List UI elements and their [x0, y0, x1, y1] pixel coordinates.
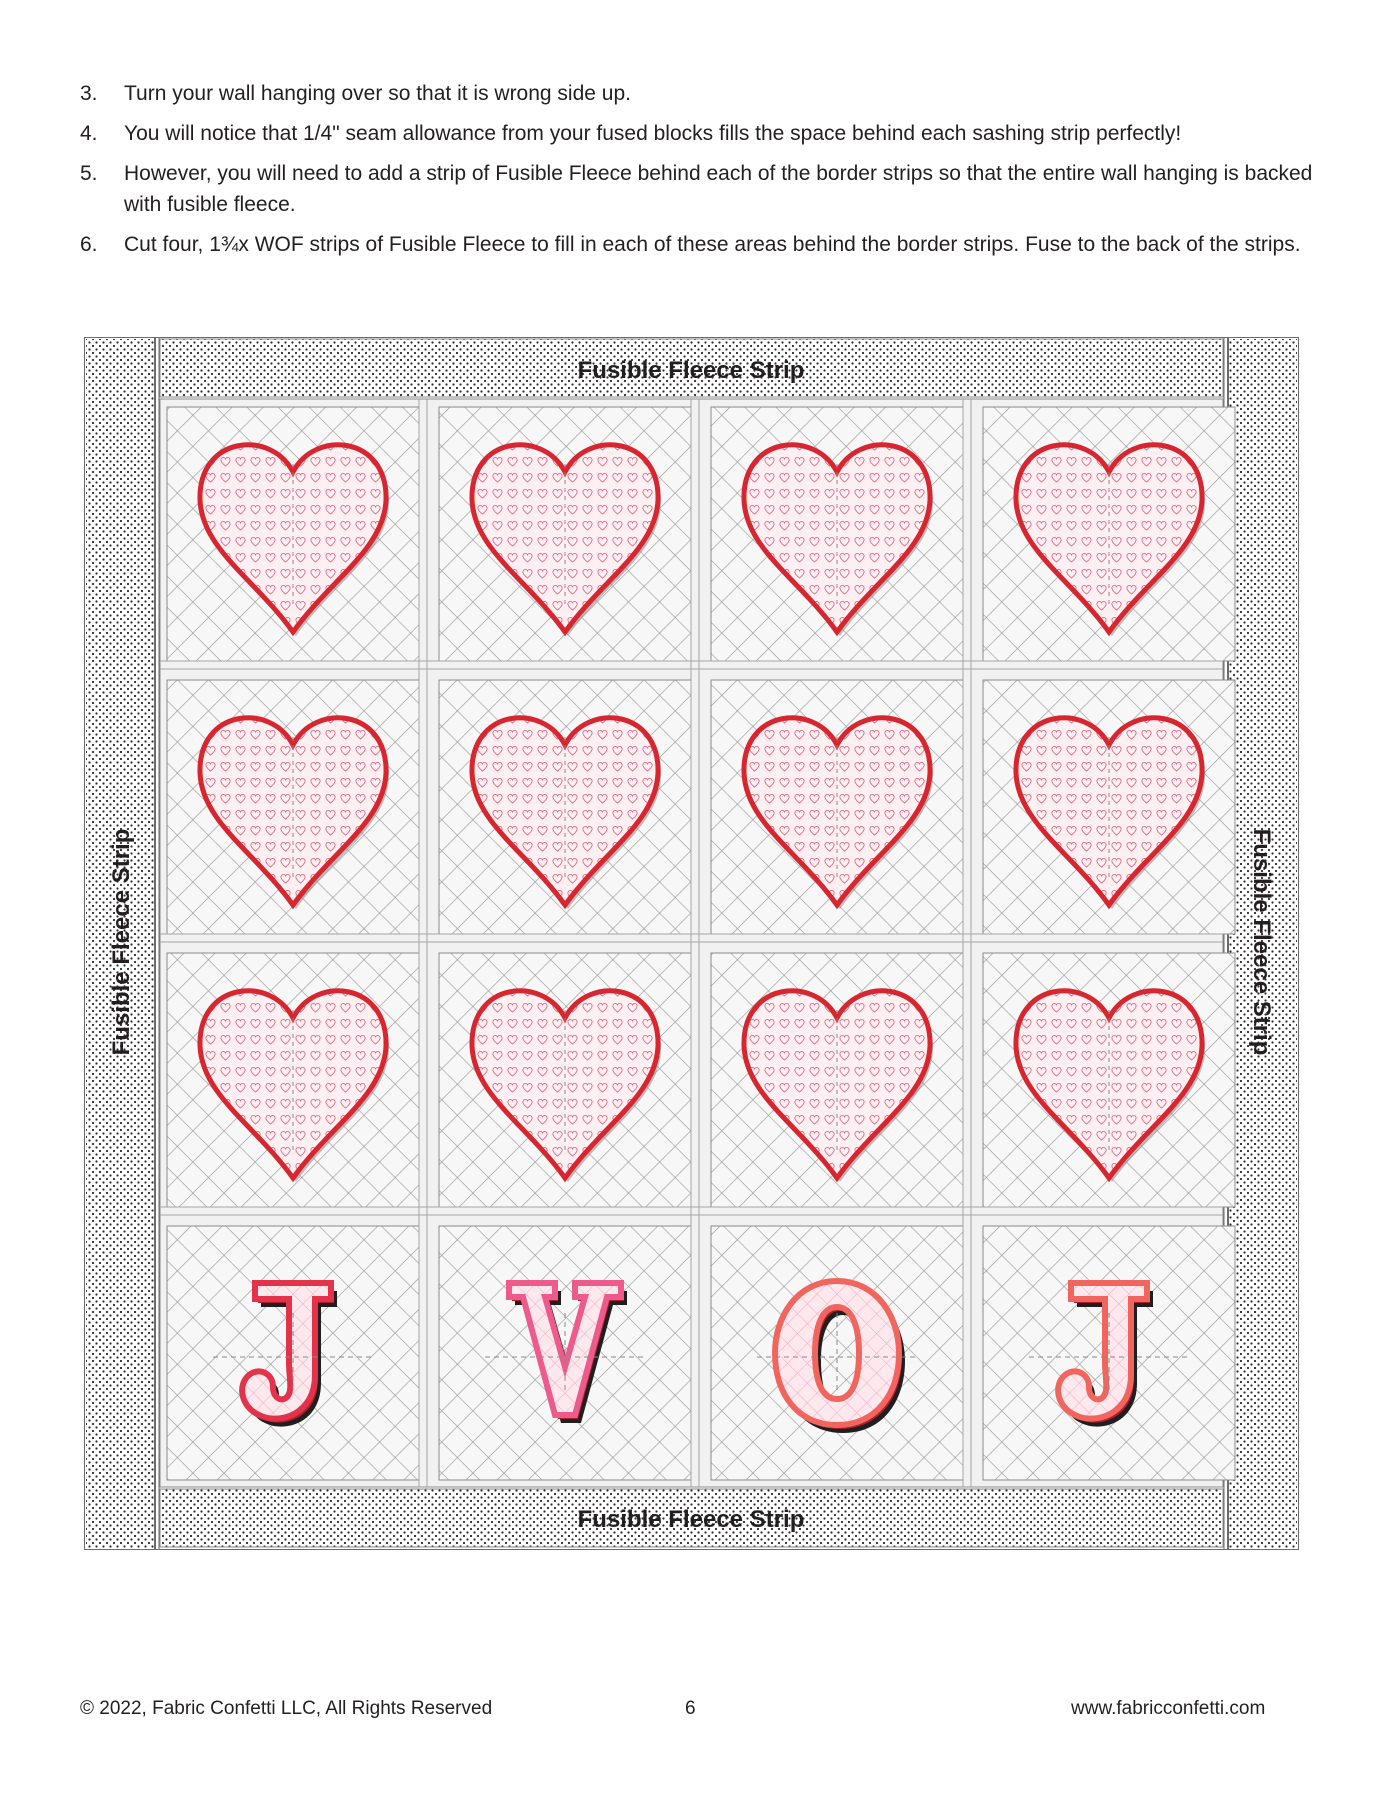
heart-block — [167, 680, 419, 934]
step-text: You will notice that 1/4" seam allowance from your fused blocks fills the space behind each sashing strip perfectly! — [124, 122, 1182, 145]
letter-block — [983, 1226, 1235, 1480]
instruction-list — [80, 78, 1320, 269]
heart-block — [439, 407, 691, 661]
right-strip-label: Fusible Fleece Strip — [1248, 828, 1275, 1056]
heart-block — [167, 407, 419, 661]
footer-website[interactable]: www.fabricconfetti.com — [1071, 1698, 1266, 1719]
heart-block — [711, 407, 963, 661]
letter-block — [711, 1226, 963, 1480]
heart-block — [983, 680, 1235, 934]
heart-block — [167, 953, 419, 1207]
instruction-step — [80, 78, 1320, 109]
quilt-diagram — [84, 337, 1299, 1550]
heart-block — [983, 407, 1235, 661]
footer-page-number: 6 — [685, 1698, 696, 1719]
instruction-step — [80, 229, 1320, 260]
instruction-step — [80, 158, 1320, 220]
step-number: 5. — [80, 162, 98, 185]
heart-block — [439, 680, 691, 934]
left-strip-label: Fusible Fleece Strip — [108, 828, 135, 1056]
step-text: Cut four, 1¾x WOF strips of Fusible Fleece to fill in each of these areas behind the border strips. Fuse to the back of the strips. — [124, 233, 1301, 256]
heart-block — [711, 953, 963, 1207]
instruction-step — [80, 118, 1320, 149]
step-number: 4. — [80, 122, 98, 145]
step-text: However, you will need to add a strip of Fusible Fleece behind each of the border strips so that the entire wall hanging is backed with fusible fleece. — [124, 162, 1313, 216]
bottom-strip-label: Fusible Fleece Strip — [577, 1506, 805, 1533]
letter-block — [167, 1226, 419, 1480]
step-number: 6. — [80, 233, 98, 256]
heart-block — [711, 680, 963, 934]
step-text: Turn your wall hanging over so that it is wrong side up. — [124, 82, 631, 105]
top-strip-label: Fusible Fleece Strip — [577, 357, 805, 384]
step-number: 3. — [80, 82, 98, 105]
quilt-diagram-svg — [84, 337, 1299, 1550]
heart-block — [983, 953, 1235, 1207]
letter-block — [439, 1226, 691, 1480]
heart-block — [439, 953, 691, 1207]
footer-copyright: © 2022, Fabric Confetti LLC, All Rights Reserved — [80, 1698, 493, 1719]
